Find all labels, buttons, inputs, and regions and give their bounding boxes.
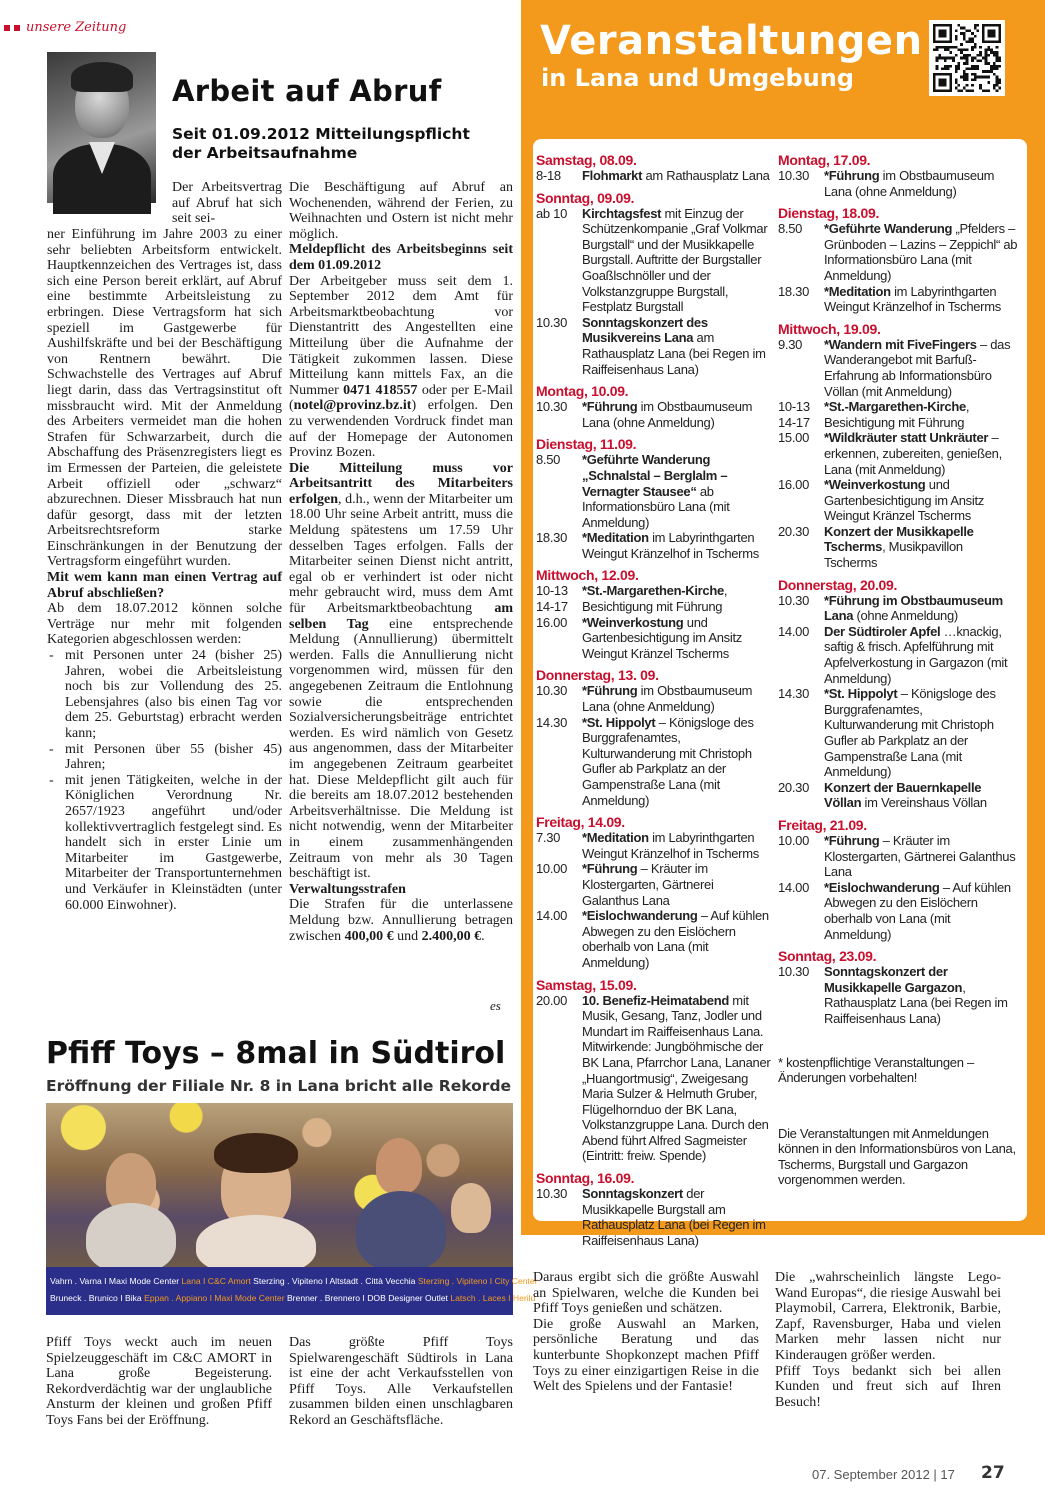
event-item <box>778 284 1018 315</box>
event-time: 14-17 <box>778 414 810 430</box>
event-description: *Geführte Wanderung „Pfelders – Grünboden – Lazins – Zeppichl“ ab Informationsbüro Lana (mit Anmeldung) <box>824 221 1018 283</box>
event-description: *Führung im Obstbaumuseum Lana (ohne Anmeldung) <box>582 683 753 715</box>
event-item <box>778 593 1018 624</box>
event-description: *Wandern mit FiveFingers – das Wanderangebot mit Barfuß-Erfahrung ab Informationsbüro Völlan (mit Anmeldung) <box>824 336 1011 399</box>
event-item <box>536 830 771 861</box>
event-description: Konzert der Bauernkapelle Völlan im Vereinshaus Völlan <box>824 779 987 811</box>
event-time: 10-13 <box>778 399 810 415</box>
event-time: 10.30 <box>536 1186 568 1202</box>
event-item <box>536 583 771 599</box>
event-item <box>778 686 1018 780</box>
events-subtitle: in Lana und Umgebung <box>541 64 854 92</box>
article-subheading: Die Mitteilung muss vor Arbeitsantritt des Mitarbeiters erfolgen <box>289 460 513 507</box>
event-time: 10.30 <box>536 683 568 699</box>
author-portrait <box>47 52 156 203</box>
event-description: *Führung im Obstbaumuseum Lana (ohne Anmeldung) <box>824 168 995 199</box>
event-description: Flohmarkt am Rathausplatz Lana <box>582 168 770 183</box>
event-time: 14.00 <box>536 908 568 924</box>
article-column-2 <box>289 180 513 944</box>
event-item <box>778 964 1018 1026</box>
event-day-heading: Montag, 17.09. <box>778 152 871 168</box>
store-locations-line-2 <box>50 1290 536 1307</box>
event-time: 10.30 <box>778 592 810 608</box>
event-description: 10. Benefiz-Heimatabend mit Musik, Gesang, Tanz, Jodler und Mundart im Raiffeisenhaus Lana. Mitwirkende: Jungböhmische der BK Lana, Pfarrchor Lana, Lananer „Huangortmusig“, Zweigesang Maria Sulzer & Helmuth Gruber, Flügelhornduo der BK Lana, Volkstanzgruppe Lana. Durch den Abend führt Alfred Sagmeister (Eintritt: freiw. Spende) <box>582 992 771 1164</box>
event-item <box>536 530 771 561</box>
store-location: Lana I C&C Amort <box>181 1276 251 1286</box>
event-item <box>536 993 771 1165</box>
event-description: *Wildkräuter statt Unkräuter – erkennen, zubereiten, genießen, Lana (mit Anmeldung) <box>824 430 1002 477</box>
event-description: Konzert der Musikkapelle Tscherms, Musikpavillon Tscherms <box>824 523 974 571</box>
event-item <box>778 477 1018 524</box>
event-day-heading: Dienstag, 18.09. <box>778 205 880 222</box>
event-time: 10.00 <box>536 861 568 877</box>
event-day-heading: Freitag, 14.09. <box>536 814 625 831</box>
event-day-heading: Freitag, 21.09. <box>778 816 867 833</box>
event-time: 18.30 <box>536 530 568 546</box>
event-day-heading: Sonntag, 09.09. <box>536 189 635 206</box>
event-description: *St. Hippolyt – Königsloge des Burggrafenamtes, Kulturwanderung mit Christoph Gufler ab Parkplatz an der Gampenstraße Lana (mit Anmeldung) <box>582 714 754 808</box>
article-paragraph: Ab dem 18.07.2012 können solche Verträge nur mehr mit folgenden Kategorien abgeschlossen werden: <box>47 601 282 648</box>
event-item <box>536 599 771 615</box>
store-locations-line-1 <box>50 1273 538 1290</box>
event-item <box>778 624 1018 686</box>
event-item <box>778 430 1018 477</box>
email-address: notel@provinz.bz.it <box>293 398 412 414</box>
event-description: *Weinverkostung und Gartenbesichtigung im Ansitz Weingut Kränzel Tscherms <box>582 614 742 661</box>
article-paragraph: Die „wahrscheinlich längste Lego-Wand Europas“, die riesige Auswahl bei Playmobil, Carrera, Elektronik, Barbie, Zapf, Ravensburger, Haba und vielen Marken mehr lassen nicht nur Kinderaugen größer werden. Pfiff Toys bedankt sich bei allen Kunden und freut sich auf Ihren Besuch! <box>775 1270 1001 1410</box>
masthead <box>4 20 126 35</box>
article-paragraph: Die Strafen für die unterlassene Meldung bzw. Annullierung betragen zwischen 400,00 € und 2.400,00 €. <box>289 897 513 944</box>
event-item <box>778 524 1018 571</box>
event-time: 7.30 <box>536 830 561 846</box>
event-time: 10.30 <box>778 168 810 183</box>
event-description: Sonntagskonzert der Musikkapelle Gargazon, Rathausplatz Lana (bei Regen im Raiffeisenhaus Lana) <box>824 964 1008 1026</box>
event-day-heading: Sonntag, 16.09. <box>536 1170 635 1187</box>
event-time: 10.30 <box>778 964 810 980</box>
article-question: Mit wem kann man einen Vertrag auf Abruf abschließen? <box>47 570 282 601</box>
article-paragraph: Das größte Pfiff Toys Spielwarengeschäft Südtirols in Lana ist eine der acht Verkaufsstellen von Pfiff Toys. Alle Verkaufstellen zusammen bilden einen unschlagbaren Rekord an Geschäftsfläche. <box>289 1335 513 1428</box>
category-list <box>47 648 282 913</box>
event-day-heading: Dienstag, 11.09. <box>536 436 637 453</box>
event-item <box>536 715 771 809</box>
event-time: 8.50 <box>536 452 561 468</box>
event-time: 16.00 <box>778 477 810 493</box>
event-day-heading: Sonntag, 23.09. <box>778 948 877 965</box>
event-time: 9.30 <box>778 336 803 352</box>
event-time: 16.00 <box>536 614 568 630</box>
event-description: Besichtigung mit Führung <box>582 599 723 615</box>
event-item <box>778 221 1018 283</box>
event-time: 20.30 <box>778 523 810 539</box>
masthead-dots <box>4 25 20 31</box>
store-opening-photo <box>46 1103 513 1267</box>
event-description: *Führung im Obstbaumuseum Lana (ohne Anmeldung) <box>582 399 753 430</box>
event-description: *Meditation im Labyrinthgarten Weingut Kränzelhof in Tscherms <box>582 830 759 861</box>
event-day-heading: Mittwoch, 12.09. <box>536 567 639 584</box>
store-location: Eppan . Appiano I Maxi Mode Center <box>144 1293 285 1303</box>
events-note: * kostenpflichtige Veranstaltungen – Änderungen vorbehalten! <box>778 1054 974 1086</box>
event-description: *Geführte Wanderung „Schnalstal – Berglalm – Vernagter Stausee“ ab Informationsbüro Lana (mit Anmeldung) <box>582 452 730 530</box>
event-day-heading: Mittwoch, 19.09. <box>778 320 881 337</box>
event-item <box>778 780 1018 811</box>
event-item <box>536 615 771 662</box>
pfiff-subtitle: Eröffnung der Filiale Nr. 8 in Lana bricht alle Rekorde <box>46 1077 512 1095</box>
store-location: Latsch . Laces I Herilu <box>450 1293 536 1303</box>
pfiff-column-1 <box>46 1335 272 1429</box>
list-item: - mit jenen Tätigkeiten, welche in der Königlichen Verordnung Nr. 2657/1923 angeführt und/oder kollektivvertraglich festgelegt sind. Es handelt sich in erster Linie um Mitarbeiter im Gastgewerbe, Mitarbeiter der Transportunternehmen und Verkäufer in Kleinstädten (unter 60.000 Einwohner). <box>47 773 282 913</box>
events-column-right <box>778 152 1018 1188</box>
event-description: *Führung im Obstbaumuseum Lana (ohne Anmeldung) <box>824 592 1003 624</box>
event-description: *Weinverkostung und Gartenbesichtigung im Ansitz Weingut Kränzel Tscherms <box>824 477 984 524</box>
article-paragraph: Pfiff Toys weckt auch im neuen Spielzeuggeschäft im C&C AMORT in Lana große Begeisterung. Rekordverdächtig war der unglaubliche Ansturm der kleinen und großen Pfiff Toys Fans bei der Eröffnung. <box>46 1335 272 1428</box>
event-day-heading: Samstag, 15.09. <box>536 976 637 993</box>
event-item <box>536 168 771 184</box>
article-subheading: Meldepflicht des Arbeitsbeginns seit dem 01.09.2012 <box>289 242 513 273</box>
event-time: 15.00 <box>778 430 810 446</box>
event-item <box>536 683 771 714</box>
event-item <box>778 337 1018 399</box>
event-item <box>536 206 771 315</box>
event-item <box>536 452 771 530</box>
event-description: Kirchtagsfest mit Einzug der Schützenkompanie „Graf Volkmar Burgstall“ und der Musikkapelle Burgstall. Auftritte der Burgstaller Goaßlschnöller und der Volkstanzgruppe Burgstall, Festplatz Burgstall <box>582 205 768 315</box>
article-title: Arbeit auf Abruf <box>172 74 442 108</box>
event-day-heading: Donnerstag, 13. 09. <box>536 667 659 684</box>
author-signature: es <box>490 998 501 1013</box>
event-description: Sonntagskonzert der Musikkapelle Burgstall am Rathausplatz Lana (bei Regen im Raiffeisenhaus Lana) <box>582 1186 766 1248</box>
event-item <box>778 833 1018 880</box>
event-time: 8-18 <box>536 168 561 183</box>
store-location: Vahrn . Varna I Maxi Mode Center <box>50 1276 180 1286</box>
event-time: 20.30 <box>778 779 810 795</box>
event-description: *Eislochwanderung – Auf kühlen Abwegen zu den Eislöchern oberhalb von Lana (mit Anmeldung) <box>582 908 769 970</box>
event-description: *Meditation im Labyrinthgarten Weingut Kränzelhof in Tscherms <box>824 283 1001 315</box>
event-description: *Meditation im Labyrinthgarten Weingut Kränzelhof in Tscherms <box>582 530 759 561</box>
event-item <box>536 315 771 377</box>
store-location: Brenner . Brennero I DOB Designer Outlet <box>286 1293 448 1303</box>
event-item <box>536 861 771 908</box>
event-description: *St.-Margarethen-Kirche, <box>824 399 970 415</box>
masthead-name: unsere Zeitung <box>26 20 127 35</box>
event-time: 14.30 <box>536 714 568 730</box>
article-subtitle: Seit 01.09.2012 Mitteilungspflicht der Arbeitsaufnahme <box>172 125 470 162</box>
event-time: 18.30 <box>778 283 810 299</box>
qr-code-icon[interactable] <box>929 20 1005 96</box>
store-location: Bruneck . Brunico I Bika <box>50 1293 142 1303</box>
event-time: 14.00 <box>778 879 810 895</box>
footer-date: 07. September 2012 | 17 <box>812 1467 955 1482</box>
event-time: 14-17 <box>536 599 568 615</box>
event-time: 10.00 <box>778 832 810 848</box>
article-intro <box>172 180 282 227</box>
event-time: ab 10 <box>536 205 568 221</box>
event-time: 10-13 <box>536 583 568 599</box>
store-location: Sterzing . Vipiteno I City Center <box>417 1276 538 1286</box>
event-time: 14.30 <box>778 686 810 702</box>
events-title: Veranstaltungen <box>540 18 923 64</box>
events-column-left <box>536 152 771 1248</box>
event-day-heading: Montag, 10.09. <box>536 383 629 400</box>
event-time: 10.30 <box>536 399 568 415</box>
store-location: Sterzing . Vipiteno I Altstadt . Città Vecchia <box>253 1276 416 1286</box>
event-description: Besichtigung mit Führung <box>824 414 965 430</box>
list-item: - mit Personen unter 24 (bisher 25) Jahren, wobei die Arbeitsleistung noch bis zur Vollendung des 25. Lebensjahres (also bis einen Tag vor dem 25. Geburtstag) erbracht werden kann; <box>47 648 282 742</box>
store-locations-strip <box>46 1267 538 1315</box>
article-column-1 <box>47 227 282 913</box>
event-item <box>536 908 771 970</box>
event-item <box>778 168 1018 199</box>
event-description: Sonntagskonzert des Musikvereins Lana am Rathausplatz Lana (bei Regen im Raiffeisenhaus Lana) <box>582 314 766 377</box>
article-paragraph: ner Einführung im Jahre 2003 zu einer sehr beliebten Arbeitsform entwickelt. Hauptkennzeichen des Vertrages ist, dass sich eine Person bereit erklärt, auf Abruf eine bestimmte Arbeitsleistung zu erbringen. Diese Vertragsform hat sich speziell im Gastgewerbe für Aushilfskräfte und bei der Beschäftigung von Rentnern bewährt. Die Schwachstelle des Vertrages auf Abruf liegt darin, dass das Vertragsinstitut oft missbraucht wird. Mit der Anmeldung des Arbeiters vermeidet man die hohen Strafen für Schwarzarbeit, durch die Abschaffung des Präsenzregisters liegt es im Ermessen der Parteien, die geleistete Arbeit offiziell oder „schwarz“ abzurechnen. Dieser Missbrauch hat nun dafür gesorgt, dass mit der letzten Arbeitsrechtsreform starke Einschränkungen in der Benutzung der Vertragsform eingeführt wurden. <box>47 227 282 570</box>
article-intro-text: Der Arbeitsvertrag auf Abruf hat sich seit sei- <box>172 180 282 227</box>
event-day-heading: Samstag, 08.09. <box>536 152 637 168</box>
event-item <box>536 399 771 430</box>
pfiff-column-3 <box>533 1270 759 1395</box>
pfiff-column-2 <box>289 1335 513 1429</box>
article-paragraph: Daraus ergibt sich die größte Auswahl an Spielwaren, welche die Kunden bei Pfiff Toys genießen und schätzen. Die große Auswahl an Marken, persönliche Beratung und das kunterbunte Shopkonzept machen Pfiff Toys zu einer einzigartigen Reise in die Welt des Spielens und der Fantasie! <box>533 1270 759 1395</box>
article-subheading: Verwaltungsstrafen <box>289 881 406 897</box>
fax-number: 0471 418557 <box>343 382 418 398</box>
event-item <box>778 415 1018 431</box>
list-item: - mit Personen über 55 (bisher 45) Jahren; <box>47 742 282 773</box>
event-time: 14.00 <box>778 623 810 639</box>
event-description: *St. Hippolyt – Königsloge des Burggrafenamtes, Kulturwanderung mit Christoph Gufler ab Parkplatz an der Gampenstraße Lana (mit Anmeldung) <box>824 686 996 780</box>
article-paragraph: Der Arbeitgeber muss seit dem 1. September 2012 dem Amt für Arbeitsmarktbeobachtung vor Dienstantritt des Angestellten eine Mitteilung über die Aufnahme der Tätigkeit zukommen lassen. Diese Mitteilung kann mittels Fax, an die Nummer 0471 418557 oder per E-Mail (notel@provinz.bz.it) erfolgen. Den zu verwendenden Vordruck findet man auf der Homepage der Autonomen Provinz Bozen. <box>289 273 514 461</box>
article-paragraph: Die Mitteilung muss vor Arbeitsantritt des Mitarbeiters erfolgen, d.h., wenn der Mitarbeiter um 18.00 Uhr seine Arbeit antritt, muss die Meldung spätestens um 17.59 Uhr desselben Tages erfolgen. Falls der Mitarbeiter seinen Dienst nicht antritt, egal ob er verhindert ist oder nicht mehr gebraucht wird, muss dem Amt für Arbeitsmarktbeobachtung am selben Tag eine entsprechende Meldung (Annullierung) übermittelt werden. Falls die Annullierung nicht vorgenommen wird, müssen für den angegebenen Zeitraum die Entlohnung sowie die entsprechenden Sozialversicherungsbeiträge entrichtet werden. Es wird nämlich von Gesetz aus angenommen, dass der Mitarbeiter im angegebenen Zeitraum gearbeitet hat. Diese Meldepflicht gilt auch für die bereits am 18.07.2012 bestehenden Arbeitsverhältnisse. Die Meldung ist nicht notwendig, wenn der Mitarbeiter in einem zusammenhängenden Zeitraum von mehr als 30 Tagen beschäftigt ist. <box>289 460 514 882</box>
page-number: 27 <box>981 1463 1005 1483</box>
event-item <box>778 880 1018 942</box>
event-description: *Führung – Kräuter im Klostergarten, Gärtnerei Galanthus Lana <box>824 832 1016 880</box>
event-item <box>536 1186 771 1248</box>
event-description: *Führung – Kräuter im Klostergarten, Gärtnerei Galanthus Lana <box>582 861 714 908</box>
event-description: *Eislochwanderung – Auf kühlen Abwegen zu den Eislöchern oberhalb von Lana (mit Anmeldung) <box>824 879 1011 942</box>
event-time: 20.00 <box>536 992 568 1008</box>
event-day-heading: Donnerstag, 20.09. <box>778 576 898 593</box>
event-item <box>778 399 1018 415</box>
event-time: 8.50 <box>778 221 803 237</box>
pfiff-column-4 <box>775 1270 1001 1410</box>
pfiff-title: Pfiff Toys – 8mal in Südtirol <box>46 1036 506 1071</box>
events-note: Die Veranstaltungen mit Anmeldungen können in den Informationsbüros von Lana, Tscherms, Burgstall und Gargazon vorgenommen werden. <box>778 1125 1016 1188</box>
article-paragraph: Die Beschäftigung auf Abruf an Wochenenden, während der Ferien, zu Weihnachten und Ostern ist nicht mehr möglich. <box>289 180 513 242</box>
event-time: 10.30 <box>536 314 568 330</box>
event-description: Der Südtiroler Apfel …knackig, saftig & frisch. Apfelführung mit Apfelverkostung in Gargazon (mit Anmeldung) <box>824 623 1008 686</box>
event-description: *St.-Margarethen-Kirche, <box>582 583 728 599</box>
